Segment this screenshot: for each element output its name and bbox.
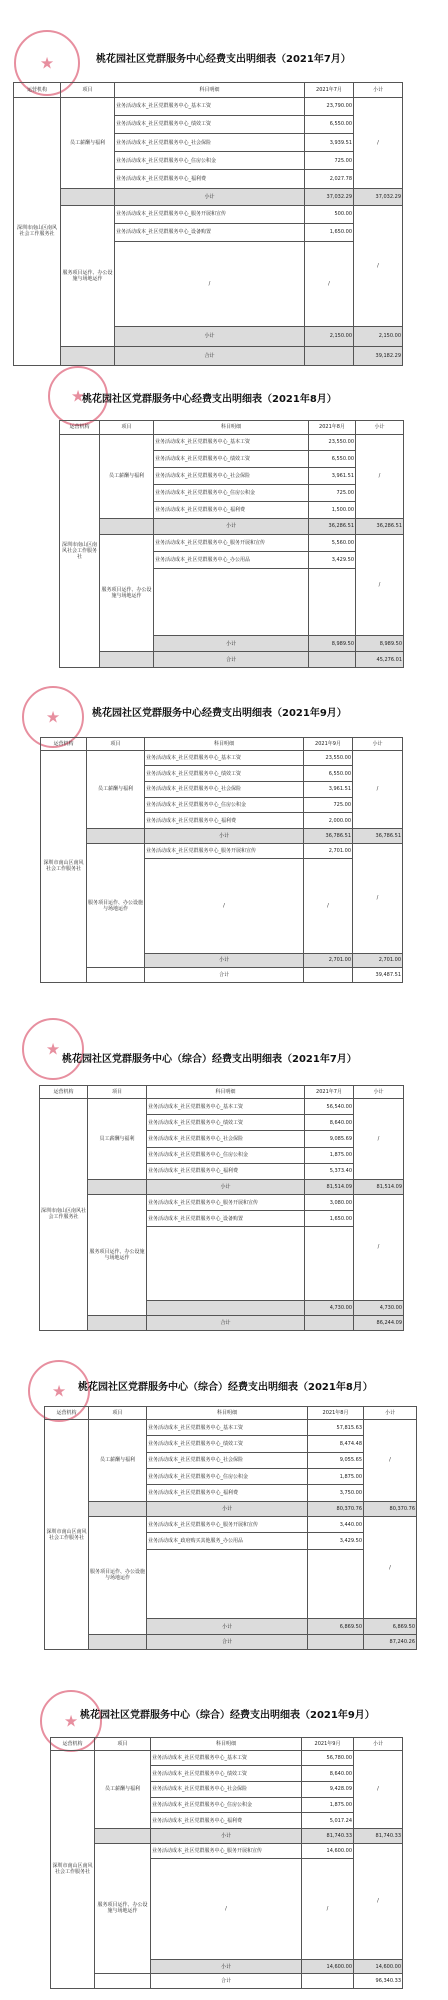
grand-total-value: 96,340.33 bbox=[354, 1974, 403, 1989]
header-org: 运营机构 bbox=[45, 1407, 89, 1420]
line-item-label: 业务活动成本_社区党群服务中心_住房公积金 bbox=[151, 1797, 302, 1813]
line-item-amount: 3,080.00 bbox=[305, 1194, 354, 1210]
header-item: 项目 bbox=[100, 421, 154, 435]
category-staff: 员工薪酬与福利 bbox=[89, 1420, 147, 1502]
category-staff: 员工薪酬与福利 bbox=[61, 97, 115, 188]
slash-cell: / bbox=[354, 1098, 404, 1179]
line-item-label: 业务活动成本_社区党群服务中心_基本工资 bbox=[115, 97, 305, 115]
line-item-amount: 5,017.24 bbox=[302, 1813, 354, 1829]
header-org: 运营机构 bbox=[41, 738, 87, 751]
line-item-amount: 3,961.51 bbox=[304, 781, 353, 797]
line-item-amount: 1,875.00 bbox=[308, 1469, 364, 1485]
header-subtotal: 小计 bbox=[356, 421, 404, 435]
line-item-amount: 725.00 bbox=[309, 485, 356, 502]
org-name-cell: 深圳市南山区南风社会工作服务社 bbox=[45, 1420, 89, 1650]
subtotal-label: 小计 bbox=[145, 953, 304, 968]
category-staff: 员工薪酬与福利 bbox=[100, 434, 154, 519]
official-seal-stamp: ★ bbox=[22, 1018, 84, 1080]
line-item-label: 业务活动成本_社区党群服务中心_社会保险 bbox=[154, 468, 309, 485]
org-name-cell: 深圳市南山区南风社会工作服务社 bbox=[60, 434, 100, 667]
expense-table bbox=[50, 1737, 403, 1989]
line-item-label: 业务活动成本_社区党群服务中心_绩效工资 bbox=[147, 1436, 308, 1452]
header-item: 项目 bbox=[61, 83, 115, 98]
line-item-amount: 3,440.00 bbox=[308, 1517, 364, 1533]
header-month: 2021年8月 bbox=[309, 421, 356, 435]
line-item-label: 业务活动成本_社区党群服务中心_福利费 bbox=[145, 813, 304, 829]
line-item-label: 业务活动成本_社区党群服务中心_绩效工资 bbox=[151, 1766, 302, 1782]
line-item-amount: 2,027.78 bbox=[305, 170, 354, 188]
slash-cell: / bbox=[304, 859, 353, 953]
line-item-label: 业务活动成本_社区党群服务中心_绩效工资 bbox=[147, 1115, 305, 1131]
total-label: 合计 bbox=[147, 1634, 308, 1649]
header-detail: 科目明细 bbox=[147, 1086, 305, 1099]
slash-cell: / bbox=[353, 750, 403, 829]
grand-total-value: 45,276.01 bbox=[356, 652, 404, 668]
expense-table bbox=[59, 420, 404, 668]
staff-subtotal-right: 80,370.76 bbox=[364, 1501, 417, 1516]
total-label: 合计 bbox=[151, 1974, 302, 1989]
line-item-amount: 1,875.00 bbox=[302, 1797, 354, 1813]
line-item-amount: 8,640.00 bbox=[305, 1115, 354, 1131]
slash-cell: / bbox=[353, 843, 403, 953]
line-item-amount: 500.00 bbox=[305, 205, 354, 223]
org-name-cell: 深圳市南山区南风社会工作服务社 bbox=[51, 1750, 95, 1988]
total-label: 合计 bbox=[154, 652, 309, 668]
line-item-label: 业务活动成本_社区党群服务中心_福利费 bbox=[147, 1163, 305, 1179]
line-item-amount: 9,055.65 bbox=[308, 1452, 364, 1468]
total-label: 合计 bbox=[115, 346, 305, 365]
grand-total-value: 86,244.09 bbox=[354, 1315, 404, 1330]
line-item-label: 业务活动成本_社区党群服务中心_住房公积金 bbox=[115, 152, 305, 170]
line-item-label: 业务活动成本_社区党群服务中心_福利费 bbox=[154, 502, 309, 519]
line-item-label: 业务活动成本_社区党群服务中心_社会保险 bbox=[115, 134, 305, 152]
official-seal-stamp: ★ bbox=[14, 30, 80, 96]
staff-subtotal-right: 36,286.51 bbox=[356, 519, 404, 535]
line-item-amount: 3,429.50 bbox=[309, 551, 356, 568]
subtotal-label: 小计 bbox=[147, 1501, 308, 1516]
line-item-amount: 6,550.00 bbox=[304, 766, 353, 782]
category-service: 服务项目运作、办公设施与场地运作 bbox=[100, 534, 154, 651]
line-item-amount: 1,650.00 bbox=[305, 1211, 354, 1227]
service-subtotal-value: 2,701.00 bbox=[304, 953, 353, 968]
line-item-amount: 2,701.00 bbox=[304, 843, 353, 859]
header-month: 2021年7月 bbox=[305, 83, 354, 98]
slash-cell: / bbox=[354, 1750, 403, 1828]
line-item-amount: 1,875.00 bbox=[305, 1147, 354, 1163]
sheet-title: 桃花园社区党群服务中心经费支出明细表（2021年7月） bbox=[96, 54, 351, 65]
sheet-title: 桃花园社区党群服务中心经费支出明细表（2021年8月） bbox=[82, 394, 337, 405]
header-detail: 科目明细 bbox=[154, 421, 309, 435]
sheet-title: 桃花园社区党群服务中心（综合）经费支出明细表（2021年7月） bbox=[62, 1054, 357, 1065]
org-name-cell: 深圳市南山区南风社会工作服务社 bbox=[41, 750, 87, 982]
line-item-amount: 6,550.00 bbox=[309, 451, 356, 468]
category-service: 服务项目运作、办公设施与场地运作 bbox=[61, 205, 115, 346]
service-subtotal-right: 14,600.00 bbox=[354, 1959, 403, 1974]
org-name-cell: 深圳市南山区南风社会工作服务社 bbox=[14, 97, 61, 365]
subtotal-label: 小计 bbox=[151, 1959, 302, 1974]
header-detail: 科目明细 bbox=[147, 1407, 308, 1420]
line-item-amount: 56,780.00 bbox=[302, 1750, 354, 1766]
header-detail: 科目明细 bbox=[145, 738, 304, 751]
grand-total-value: 87,240.26 bbox=[364, 1634, 417, 1649]
service-subtotal-right: 2,701.00 bbox=[353, 953, 403, 968]
header-item: 项目 bbox=[87, 738, 145, 751]
staff-subtotal-value: 81,514.09 bbox=[305, 1179, 354, 1194]
header-subtotal: 小计 bbox=[354, 1086, 404, 1099]
line-item-label: 业务活动成本_社区党群服务中心_住房公积金 bbox=[154, 485, 309, 502]
subtotal-label: 小计 bbox=[115, 327, 305, 346]
header-item: 项目 bbox=[95, 1738, 151, 1751]
line-item-label: 业务活动成本_社区党群服务中心_社会保险 bbox=[147, 1452, 308, 1468]
header-subtotal: 小计 bbox=[353, 738, 403, 751]
line-item-amount: 725.00 bbox=[305, 152, 354, 170]
service-subtotal-right: 6,869.50 bbox=[364, 1619, 417, 1634]
staff-subtotal-value: 36,286.51 bbox=[309, 519, 356, 535]
subtotal-label: 小计 bbox=[154, 636, 309, 652]
line-item-amount: 725.00 bbox=[304, 797, 353, 813]
service-subtotal-right: 2,150.00 bbox=[354, 327, 403, 346]
slash-cell: / bbox=[364, 1517, 417, 1619]
official-seal-stamp: ★ bbox=[40, 1690, 102, 1752]
service-subtotal-value: 4,730.00 bbox=[305, 1300, 354, 1315]
line-item-amount: 8,640.00 bbox=[302, 1766, 354, 1782]
line-item-amount: 9,428.09 bbox=[302, 1781, 354, 1797]
header-org: 运营机构 bbox=[60, 421, 100, 435]
line-item-label: 业务活动成本_社区党群服务中心_绩效工资 bbox=[154, 451, 309, 468]
expense-table bbox=[39, 1085, 404, 1331]
line-item-label: 业务活动成本_社区党群服务中心_福利费 bbox=[147, 1485, 308, 1501]
header-item: 项目 bbox=[88, 1086, 147, 1099]
staff-subtotal-right: 37,032.29 bbox=[354, 188, 403, 205]
header-month: 2021年9月 bbox=[304, 738, 353, 751]
official-seal-stamp: ★ bbox=[48, 366, 108, 426]
grand-total-value: 39,182.29 bbox=[354, 346, 403, 365]
slash-cell: / bbox=[364, 1420, 417, 1502]
line-item-amount: 5,373.40 bbox=[305, 1163, 354, 1179]
line-item-label: 业务活动成本_社区党群服务中心_服务开展和宣传 bbox=[145, 843, 304, 859]
line-item-label: 业务活动成本_社区党群服务中心_基本工资 bbox=[147, 1098, 305, 1114]
header-month: 2021年8月 bbox=[308, 1407, 364, 1420]
slash-cell: / bbox=[354, 1843, 403, 1959]
line-item-amount: 8,474.48 bbox=[308, 1436, 364, 1452]
staff-subtotal-right: 81,514.09 bbox=[354, 1179, 404, 1194]
sheet-title: 桃花园社区党群服务中心经费支出明细表（2021年9月） bbox=[92, 708, 347, 719]
line-item-amount: 23,550.00 bbox=[309, 434, 356, 451]
staff-subtotal-value: 80,370.76 bbox=[308, 1501, 364, 1516]
service-subtotal-value: 6,869.50 bbox=[308, 1619, 364, 1634]
staff-subtotal-value: 37,032.29 bbox=[305, 188, 354, 205]
subtotal-label: 小计 bbox=[147, 1619, 308, 1634]
line-item-amount: 23,790.00 bbox=[305, 97, 354, 115]
category-service: 服务项目运作、办公设施与场地运作 bbox=[87, 843, 145, 968]
header-subtotal: 小计 bbox=[364, 1407, 417, 1420]
line-item-label: 业务活动成本_社区党群服务中心_设备购置 bbox=[115, 223, 305, 241]
slash-cell: / bbox=[305, 242, 354, 327]
slash-cell: / bbox=[145, 859, 304, 953]
line-item-amount: 5,560.00 bbox=[309, 534, 356, 551]
slash-cell: / bbox=[354, 97, 403, 188]
header-month: 2021年9月 bbox=[302, 1738, 354, 1751]
header-org: 运营机构 bbox=[51, 1738, 95, 1751]
line-item-label: 业务活动成本_社区党群服务中心_住房公积金 bbox=[147, 1469, 308, 1485]
official-seal-stamp: ★ bbox=[28, 1360, 90, 1422]
line-item-label: 业务活动成本_社区党群服务中心_设备购置 bbox=[147, 1211, 305, 1227]
line-item-label: 业务活动成本_社区党群服务中心_住房公积金 bbox=[145, 797, 304, 813]
category-staff: 员工薪酬与福利 bbox=[95, 1750, 151, 1828]
line-item-amount: 9,085.69 bbox=[305, 1131, 354, 1147]
expense-table bbox=[44, 1406, 417, 1650]
header-detail: 科目明细 bbox=[151, 1738, 302, 1751]
staff-subtotal-right: 36,786.51 bbox=[353, 829, 403, 844]
service-subtotal-value: 14,600.00 bbox=[302, 1959, 354, 1974]
service-subtotal-value: 8,989.50 bbox=[309, 636, 356, 652]
slash-cell: / bbox=[151, 1859, 302, 1959]
line-item-amount: 1,650.00 bbox=[305, 223, 354, 241]
line-item-amount: 1,500.00 bbox=[309, 502, 356, 519]
category-staff: 员工薪酬与福利 bbox=[88, 1098, 147, 1179]
service-subtotal-value: 2,150.00 bbox=[305, 327, 354, 346]
line-item-label: 业务活动成本_社区党群服务中心_绩效工资 bbox=[145, 766, 304, 782]
total-label: 合计 bbox=[145, 968, 304, 983]
service-subtotal-right: 8,989.50 bbox=[356, 636, 404, 652]
expense-table bbox=[40, 737, 403, 983]
category-service: 服务项目运作、办公设施与场地运作 bbox=[89, 1517, 147, 1635]
line-item-amount: 3,961.51 bbox=[309, 468, 356, 485]
sheet-title: 桃花园社区党群服务中心（综合）经费支出明细表（2021年8月） bbox=[78, 1382, 373, 1393]
line-item-label: 业务活动成本_社区党群服务中心_社会保险 bbox=[151, 1781, 302, 1797]
line-item-label: 业务活动成本_社区党群服务中心_基本工资 bbox=[154, 434, 309, 451]
header-subtotal: 小计 bbox=[354, 83, 403, 98]
line-item-amount: 2,000.00 bbox=[304, 813, 353, 829]
staff-subtotal-value: 36,786.51 bbox=[304, 829, 353, 844]
header-org: 运营机构 bbox=[14, 83, 61, 98]
header-org: 运营机构 bbox=[40, 1086, 88, 1099]
line-item-label: 业务活动成本_社区党群服务中心_福利费 bbox=[151, 1813, 302, 1829]
subtotal-label: 小计 bbox=[154, 519, 309, 535]
line-item-label: 业务活动成本_社区党群服务中心_社会保险 bbox=[145, 781, 304, 797]
subtotal-label: 小计 bbox=[145, 829, 304, 844]
line-item-label: 业务活动成本_社区党群服务中心_基本工资 bbox=[151, 1750, 302, 1766]
slash-cell: / bbox=[356, 434, 404, 519]
slash-cell: / bbox=[115, 242, 305, 327]
line-item-amount: 3,939.51 bbox=[305, 134, 354, 152]
slash-cell: / bbox=[354, 205, 403, 326]
line-item-label: 业务活动成本_社区党群服务中心_福利费 bbox=[115, 170, 305, 188]
line-item-label: 业务活动成本_社区党群服务中心_服务开展和宣传 bbox=[147, 1517, 308, 1533]
header-detail: 科目明细 bbox=[115, 83, 305, 98]
line-item-amount: 23,550.00 bbox=[304, 750, 353, 766]
line-item-amount: 6,550.00 bbox=[305, 115, 354, 133]
line-item-label: 业务活动成本_社区党群服务中心_住房公积金 bbox=[147, 1147, 305, 1163]
line-item-label: 业务活动成本_社区党群服务中心_服务开展和宣传 bbox=[154, 534, 309, 551]
service-subtotal-right: 4,730.00 bbox=[354, 1300, 404, 1315]
category-service: 服务项目运作、办公设施与场地运作 bbox=[95, 1843, 151, 1974]
line-item-amount: 56,540.00 bbox=[305, 1098, 354, 1114]
sheet-title: 桃花园社区党群服务中心（综合）经费支出明细表（2021年9月） bbox=[80, 1710, 375, 1721]
total-label: 合计 bbox=[147, 1315, 305, 1330]
header-item: 项目 bbox=[89, 1407, 147, 1420]
header-subtotal: 小计 bbox=[354, 1738, 403, 1751]
line-item-label: 业务活动成本_社区党群服务中心_办公用品 bbox=[154, 551, 309, 568]
staff-subtotal-right: 81,740.33 bbox=[354, 1828, 403, 1843]
line-item-label: 业务活动成本_社区党群服务中心_服务开展和宣传 bbox=[147, 1194, 305, 1210]
line-item-amount: 3,429.50 bbox=[308, 1533, 364, 1549]
line-item-amount: 14,600.00 bbox=[302, 1843, 354, 1859]
slash-cell: / bbox=[302, 1859, 354, 1959]
category-service: 服务项目运作、办公设施与场地运作 bbox=[88, 1194, 147, 1315]
line-item-label: 业务活动成本_社区党群服务中心_绩效工资 bbox=[115, 115, 305, 133]
category-staff: 员工薪酬与福利 bbox=[87, 750, 145, 829]
subtotal-label: 小计 bbox=[151, 1828, 302, 1843]
expense-table bbox=[13, 82, 403, 366]
subtotal-label: 小计 bbox=[147, 1179, 305, 1194]
line-item-amount: 57,815.63 bbox=[308, 1420, 364, 1436]
header-month: 2021年7月 bbox=[305, 1086, 354, 1099]
line-item-label: 业务活动成本_政府购买其他服务_办公用品 bbox=[147, 1533, 308, 1549]
line-item-label: 业务活动成本_社区党群服务中心_社会保险 bbox=[147, 1131, 305, 1147]
line-item-label: 业务活动成本_社区党群服务中心_基本工资 bbox=[147, 1420, 308, 1436]
slash-cell: / bbox=[354, 1194, 404, 1300]
slash-cell: / bbox=[356, 534, 404, 635]
org-name-cell: 深圳市南山区南风社会工作服务社 bbox=[40, 1098, 88, 1330]
grand-total-value: 39,487.51 bbox=[353, 968, 403, 983]
subtotal-label: 小计 bbox=[115, 188, 305, 205]
line-item-label: 业务活动成本_社区党群服务中心_基本工资 bbox=[145, 750, 304, 766]
line-item-label: 业务活动成本_社区党群服务中心_服务开展和宣传 bbox=[151, 1843, 302, 1859]
official-seal-stamp: ★ bbox=[22, 686, 84, 748]
staff-subtotal-value: 81,740.33 bbox=[302, 1828, 354, 1843]
line-item-amount: 3,750.00 bbox=[308, 1485, 364, 1501]
line-item-label: 业务活动成本_社区党群服务中心_服务开展和宣传 bbox=[115, 205, 305, 223]
